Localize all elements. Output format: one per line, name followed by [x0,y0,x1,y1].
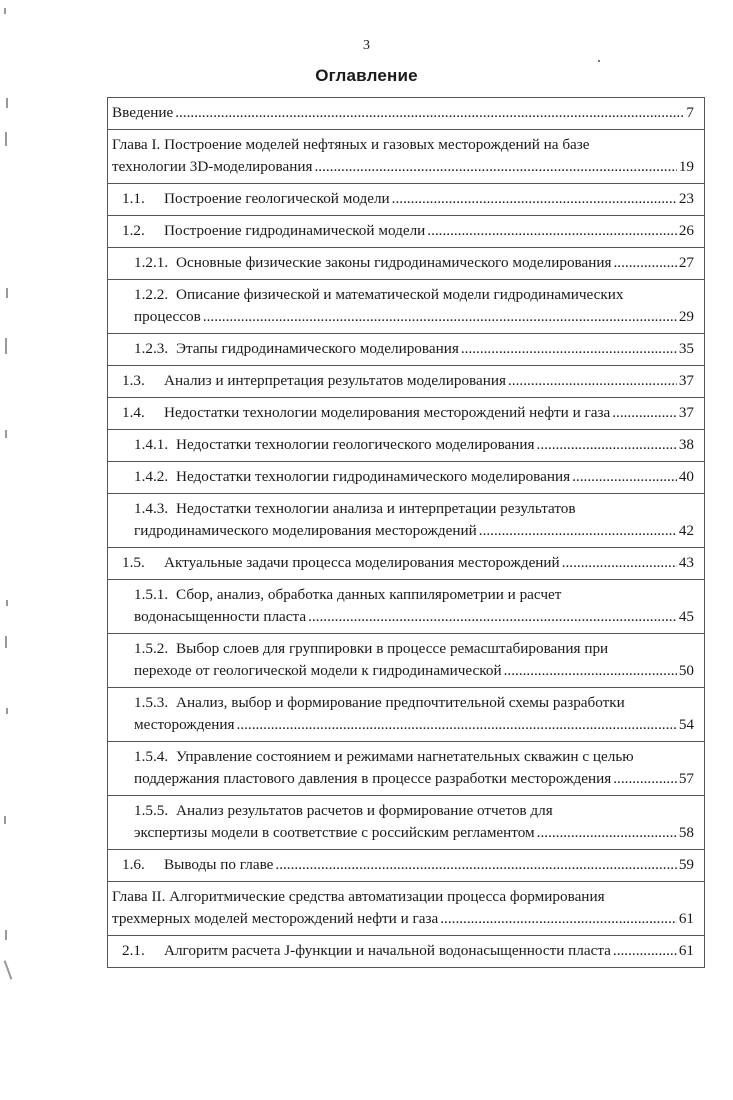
dot-leader [237,714,677,736]
toc-cell [108,634,705,688]
toc-page-number: 38 [678,436,694,453]
toc-number: 1.4.3. [134,500,169,517]
toc-row [108,98,705,130]
toc-number: 1.5.5. [134,802,169,819]
toc-cell [108,882,705,936]
toc-entry[interactable] [134,800,694,844]
toc-cell [108,130,705,184]
toc-number: 1.5. [122,554,145,571]
toc-entry[interactable] [112,102,694,124]
toc-row [108,280,705,334]
toc-row [108,688,705,742]
toc-entry[interactable] [122,402,694,424]
toc-row [108,742,705,796]
toc-entry[interactable] [134,746,694,790]
toc-cell [108,334,705,366]
page-title: Оглавление [315,66,418,85]
toc-number: 1.4.2. [134,468,169,485]
toc-row [108,548,705,580]
toc-cell [108,936,705,968]
toc-row [108,398,705,430]
dot-leader [612,402,677,424]
toc-entry-text: Основные физические законы гидродинамического моделирования [176,254,612,271]
toc-page-number: 40 [678,468,694,485]
dot-leader [479,520,677,542]
toc-row [108,796,705,850]
toc-entry-text: Построение гидродинамической модели [164,222,426,239]
toc-entry-text-line1: Анализ, выбор и формирование предпочтительной схемы разработки [176,694,625,711]
toc-entry-text: Недостатки технологии моделирования месторождений нефти и газа [164,404,611,421]
dot-leader [562,552,677,574]
toc-entry-text-line1: Выбор слоев для группировки в процессе ремасштабирования при [176,640,609,657]
toc-entry-text: Введение [112,104,174,121]
toc-cell [108,850,705,882]
toc-cell [108,398,705,430]
dot-leader [203,306,677,328]
toc-entry[interactable] [134,638,694,682]
toc-entry-text: Этапы гидродинамического моделирования [176,340,459,357]
toc-page-number: 27 [678,254,694,271]
dot-leader [537,434,677,456]
toc-page-number: 45 [678,608,694,625]
toc-entry-text: месторождения [134,716,235,733]
toc-number: 1.2.2. [134,286,169,303]
toc-row [108,366,705,398]
toc-cell [108,494,705,548]
dot-leader [572,466,677,488]
dot-leader [275,854,676,876]
toc-row [108,130,705,184]
toc-row [108,882,705,936]
toc-number: 1.4. [122,404,145,421]
toc-entry[interactable] [122,552,694,574]
toc-entry[interactable] [122,220,694,242]
table-of-contents [107,97,705,968]
toc-entry-text: технологии 3D-моделирования [112,158,313,175]
dot-leader [504,660,677,682]
toc-number: 1.6. [122,856,145,873]
toc-row [108,494,705,548]
toc-entry-text: Выводы по главе [164,856,274,873]
toc-cell [108,216,705,248]
toc-page-number: 42 [678,522,694,539]
toc-cell [108,688,705,742]
toc-number: 1.2.1. [134,254,169,271]
toc-entry[interactable] [134,584,694,628]
toc-entry-text: Недостатки технологии гидродинамического моделирования [176,468,571,485]
toc-page-number: 37 [678,372,694,389]
toc-entry-text-line1: Глава I. Построение моделей нефтяных и газовых месторождений на базе [112,136,590,153]
toc-row [108,462,705,494]
toc-entry-text-line1: Анализ результатов расчетов и формирование отчетов для [176,802,553,819]
toc-cell [108,462,705,494]
toc-number: 1.2. [122,222,145,239]
toc-entry-text: водонасыщенности пласта [134,608,307,625]
dot-leader [613,940,677,962]
toc-entry-text: поддержания пластового давления в процессе разработки месторождения [134,770,612,787]
dot-leader [508,370,677,392]
toc-page-number: 37 [678,404,694,421]
toc-row [108,850,705,882]
toc-entry[interactable] [112,886,694,930]
toc-entry[interactable] [134,466,694,488]
toc-cell [108,580,705,634]
toc-entry[interactable] [134,338,694,360]
dot-leader [461,338,677,360]
toc-entry-text-line1: Управление состоянием и режимами нагнетательных скважин с целью [176,748,634,765]
toc-entry-text: гидродинамического моделирования месторождений [134,522,477,539]
toc-cell [108,280,705,334]
dot-leader [308,606,677,628]
toc-entry-text: Алгоритм расчета J-функции и начальной водонасыщенности пласта [164,942,611,959]
toc-entry-text-line1: Описание физической и математической модели гидродинамических [176,286,624,303]
toc-cell [108,742,705,796]
toc-page-number: 35 [678,340,694,357]
scan-dot [598,60,600,62]
toc-number: 2.1. [122,942,145,959]
toc-entry-text-line1: Глава II. Алгоритмические средства автоматизации процесса формирования [112,888,605,905]
toc-entry[interactable] [134,284,694,328]
toc-number: 1.1. [122,190,145,207]
dot-leader [175,102,684,124]
toc-number: 1.2.3. [134,340,169,357]
toc-page-number: 57 [678,770,694,787]
toc-entry[interactable] [134,252,694,274]
toc-cell [108,796,705,850]
toc-page-number: 19 [678,158,694,175]
toc-entry[interactable] [122,188,694,210]
toc-entry-text-line1: Недостатки технологии анализа и интерпретации результатов [176,500,576,517]
dot-leader [440,908,677,930]
toc-number: 1.5.2. [134,640,169,657]
toc-number: 1.5.4. [134,748,169,765]
toc-page-number: 7 [686,104,694,121]
toc-entry[interactable] [122,940,694,962]
toc-entry-text-line1: Сбор, анализ, обработка данных каппилярометрии и расчет [176,586,562,603]
toc-page-number: 23 [678,190,694,207]
dot-leader [392,188,677,210]
toc-entry-text: экспертизы модели в соответствие с российским регламентом [134,824,535,841]
dot-leader [614,252,677,274]
toc-number: 1.5.1. [134,586,169,603]
toc-cell [108,184,705,216]
toc-entry[interactable] [134,498,694,542]
dot-leader [537,822,677,844]
scan-margin-specks [0,0,12,1100]
toc-entry[interactable] [112,134,694,178]
toc-cell [108,430,705,462]
toc-row [108,184,705,216]
toc-row [108,248,705,280]
toc-page-number: 26 [678,222,694,239]
toc-entry-text: Недостатки технологии геологического моделирования [176,436,535,453]
toc-cell [108,98,705,130]
toc-row [108,334,705,366]
toc-page-number: 54 [678,716,694,733]
toc-entry-text: переходе от геологической модели к гидродинамической [134,662,502,679]
toc-entry-text: трехмерных моделей месторождений нефти и газа [112,910,439,927]
toc-entry-text: Актуальные задачи процесса моделирования месторождений [164,554,560,571]
toc-number: 1.5.3. [134,694,169,711]
toc-page-number: 59 [678,856,694,873]
toc-cell [108,366,705,398]
toc-row [108,580,705,634]
toc-page-number: 43 [678,554,694,571]
toc-page-number: 50 [678,662,694,679]
toc-row [108,936,705,968]
toc-page-number: 61 [678,910,694,927]
dot-leader [427,220,677,242]
toc-row [108,634,705,688]
dot-leader [613,768,677,790]
toc-entry[interactable] [134,434,694,456]
toc-page-number: 29 [678,308,694,325]
toc-row [108,216,705,248]
toc-entry[interactable] [122,854,694,876]
toc-entry[interactable] [122,370,694,392]
dot-leader [314,156,676,178]
page-number: 3 [363,38,370,53]
toc-page-number: 61 [678,942,694,959]
toc-row [108,430,705,462]
toc-page-number: 58 [678,824,694,841]
toc-entry-text: Анализ и интерпретация результатов моделирования [164,372,506,389]
toc-number: 1.3. [122,372,145,389]
toc-entry-text: процессов [134,308,201,325]
toc-cell [108,548,705,580]
toc-entry-text: Построение геологической модели [164,190,390,207]
toc-entry[interactable] [134,692,694,736]
toc-cell [108,248,705,280]
toc-number: 1.4.1. [134,436,169,453]
